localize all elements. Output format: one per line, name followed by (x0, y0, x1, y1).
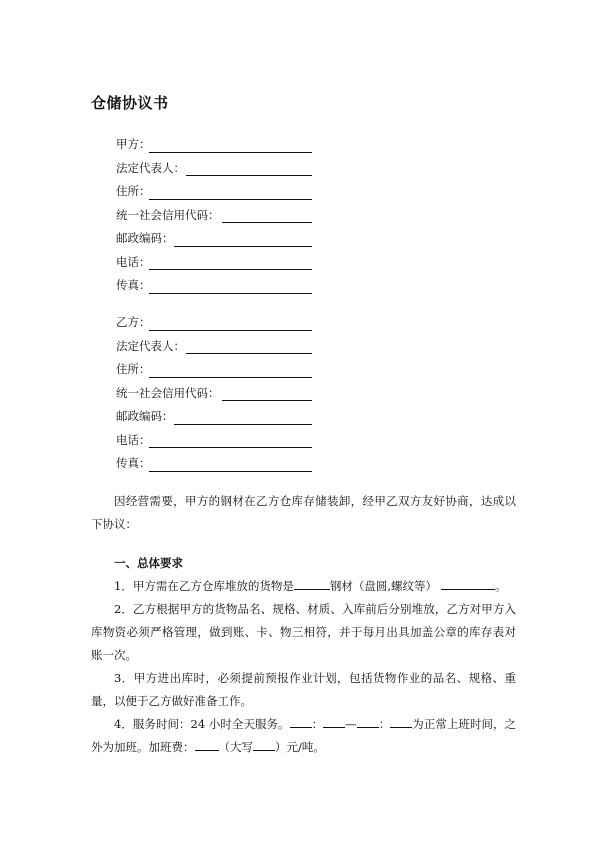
party-b-address-field[interactable] (116, 362, 312, 386)
field-label: 法定代表人： (116, 160, 185, 175)
fill-line[interactable] (149, 199, 312, 200)
party-a-fields (116, 137, 312, 302)
party-b-fields (116, 315, 312, 480)
clause-3: 3．甲方进出库时，必须提前预报作业计划，包括货物作业的品名、规格、重量，以便于乙方做好准备工作。 (91, 671, 516, 708)
party-a-postcode-field[interactable] (116, 231, 312, 255)
field-label: 法定代表人： (116, 338, 185, 353)
field-label: 传真： (116, 456, 151, 470)
field-label: 住所： (116, 362, 151, 376)
fill-line[interactable] (149, 377, 312, 378)
party-a-address-field[interactable] (116, 184, 312, 208)
field-label: 邮政编码： (116, 231, 174, 245)
section-heading: 一、总体要求 (114, 556, 183, 570)
party-a-credit-code-field[interactable] (116, 208, 312, 232)
blank-line[interactable] (390, 717, 412, 728)
clause-2: 2．乙方根据甲方的货物品名、规格、材质、入库前后分别堆放，乙方对甲方入库物资必须严格管理，做到账、卡、物三相符，并于每月出具加盖公章的库存表对账一次。 (91, 602, 516, 662)
blank-line[interactable] (290, 717, 312, 728)
field-label: 统一社会信用代码： (116, 207, 220, 222)
blank-line[interactable] (294, 579, 330, 590)
fill-line[interactable] (222, 222, 312, 223)
blank-line[interactable] (357, 717, 379, 728)
fill-line[interactable] (222, 400, 312, 401)
field-label: 甲方： (116, 137, 151, 151)
fill-line[interactable] (186, 353, 312, 354)
fill-line[interactable] (174, 424, 312, 425)
fill-line[interactable] (149, 269, 312, 270)
party-b-legal-rep-field[interactable] (116, 339, 312, 363)
party-b-postcode-field[interactable] (116, 409, 312, 433)
field-label: 传真： (116, 278, 151, 292)
clause-4-colon: ： (311, 717, 324, 731)
field-label: 统一社会信用代码： (116, 385, 220, 400)
party-a-phone-field[interactable] (116, 255, 312, 279)
clause-1-text: 1．甲方需在乙方仓库堆放的货物是 (114, 579, 294, 593)
fill-line[interactable] (149, 330, 312, 331)
blank-line[interactable] (441, 579, 495, 590)
blank-line[interactable] (323, 717, 345, 728)
fill-line[interactable] (149, 447, 312, 448)
field-label: 邮政编码： (116, 409, 174, 423)
field-label: 乙方： (116, 315, 151, 329)
clause-4 (91, 713, 516, 759)
field-label: 电话： (116, 254, 151, 269)
party-a-fax-field[interactable] (116, 278, 312, 302)
blank-line[interactable] (253, 740, 275, 751)
fill-line[interactable] (186, 175, 312, 176)
party-b-fax-field[interactable] (116, 456, 312, 480)
party-b-name-field[interactable] (116, 315, 312, 339)
blank-line[interactable] (195, 740, 219, 751)
party-b-credit-code-field[interactable] (116, 386, 312, 410)
document-title: 仓储协议书 (91, 94, 169, 112)
fill-line[interactable] (174, 246, 312, 247)
clause-4-end: ）元/吨。 (275, 740, 325, 754)
clause-1-goods: 钢材（盘圆,螺纹等） (329, 579, 437, 593)
intro-paragraph: 因经营需要，甲方的钢材在乙方仓库存储装卸，经甲乙双方友好协商，达成以下协议： (91, 494, 516, 531)
clause-4-text: 4．服务时间：24 小时全天服务。 (114, 717, 290, 731)
field-label: 住所： (116, 184, 151, 198)
fill-line[interactable] (149, 152, 312, 153)
party-a-legal-rep-field[interactable] (116, 161, 312, 185)
clause-4-dash: — (345, 717, 357, 731)
clause-4-colon: ： (378, 717, 391, 731)
party-b-phone-field[interactable] (116, 433, 312, 457)
clause-1 (91, 575, 516, 598)
party-a-name-field[interactable] (116, 137, 312, 161)
fill-line[interactable] (149, 293, 312, 294)
clause-1-end: 。 (494, 579, 507, 593)
field-label: 电话： (116, 432, 151, 447)
fill-line[interactable] (149, 471, 312, 472)
clause-4-hours-text: 为正常上班时间，之外为加班。加班费： (91, 717, 517, 754)
clause-4-uppercase-label: （大写 (218, 740, 253, 754)
